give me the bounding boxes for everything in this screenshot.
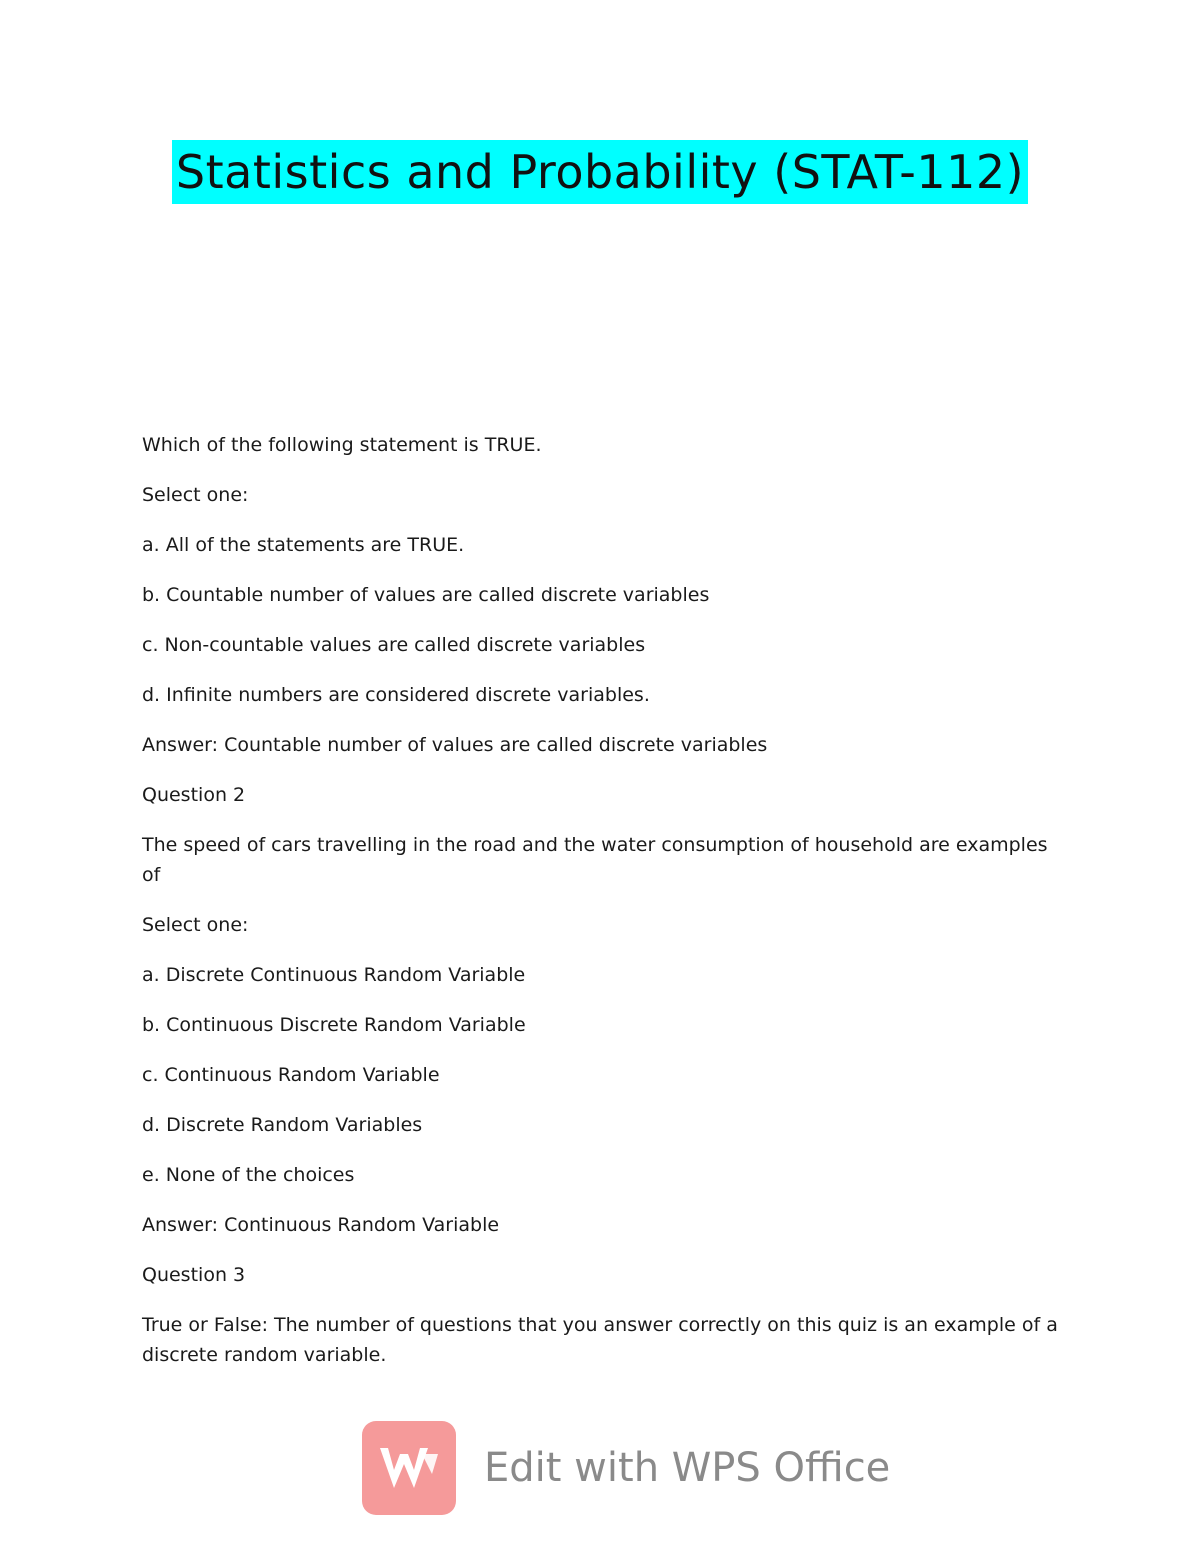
wps-footer-text[interactable]: Edit with WPS Office xyxy=(484,1445,891,1491)
q1-option-a: a. All of the statements are TRUE. xyxy=(142,534,465,556)
q2-select-label: Select one: xyxy=(142,914,249,936)
q2-option-b: b. Continuous Discrete Random Variable xyxy=(142,1014,526,1036)
q1-select-label: Select one: xyxy=(142,484,249,506)
document-body xyxy=(142,430,1062,1390)
q2-option-a: a. Discrete Continuous Random Variable xyxy=(142,964,526,986)
q1-option-d: d. Infinite numbers are considered discrete variables. xyxy=(142,684,650,706)
page-title: Statistics and Probability (STAT-112) xyxy=(172,140,1028,204)
wps-footer-banner[interactable] xyxy=(362,1420,890,1516)
q2-option-e: e. None of the choices xyxy=(142,1164,355,1186)
q2-answer: Answer: Continuous Random Variable xyxy=(142,1214,500,1236)
q2-heading: Question 2 xyxy=(142,784,246,806)
wps-logo-icon[interactable] xyxy=(362,1421,456,1515)
q1-option-c: c. Non-countable values are called discrete variables xyxy=(142,634,646,656)
q3-heading: Question 3 xyxy=(142,1264,246,1286)
q2-prompt: The speed of cars travelling in the road and the water consumption of household are examples of xyxy=(142,834,1048,886)
q1-answer: Answer: Countable number of values are called discrete variables xyxy=(142,734,768,756)
q3-prompt: True or False: The number of questions that you answer correctly on this quiz is an example of a discrete random variable. xyxy=(142,1314,1058,1366)
q2-option-c: c. Continuous Random Variable xyxy=(142,1064,440,1086)
q1-prompt: Which of the following statement is TRUE. xyxy=(142,434,542,456)
q1-option-b: b. Countable number of values are called discrete variables xyxy=(142,584,710,606)
q2-option-d: d. Discrete Random Variables xyxy=(142,1114,423,1136)
title-wrapper xyxy=(0,140,1200,204)
